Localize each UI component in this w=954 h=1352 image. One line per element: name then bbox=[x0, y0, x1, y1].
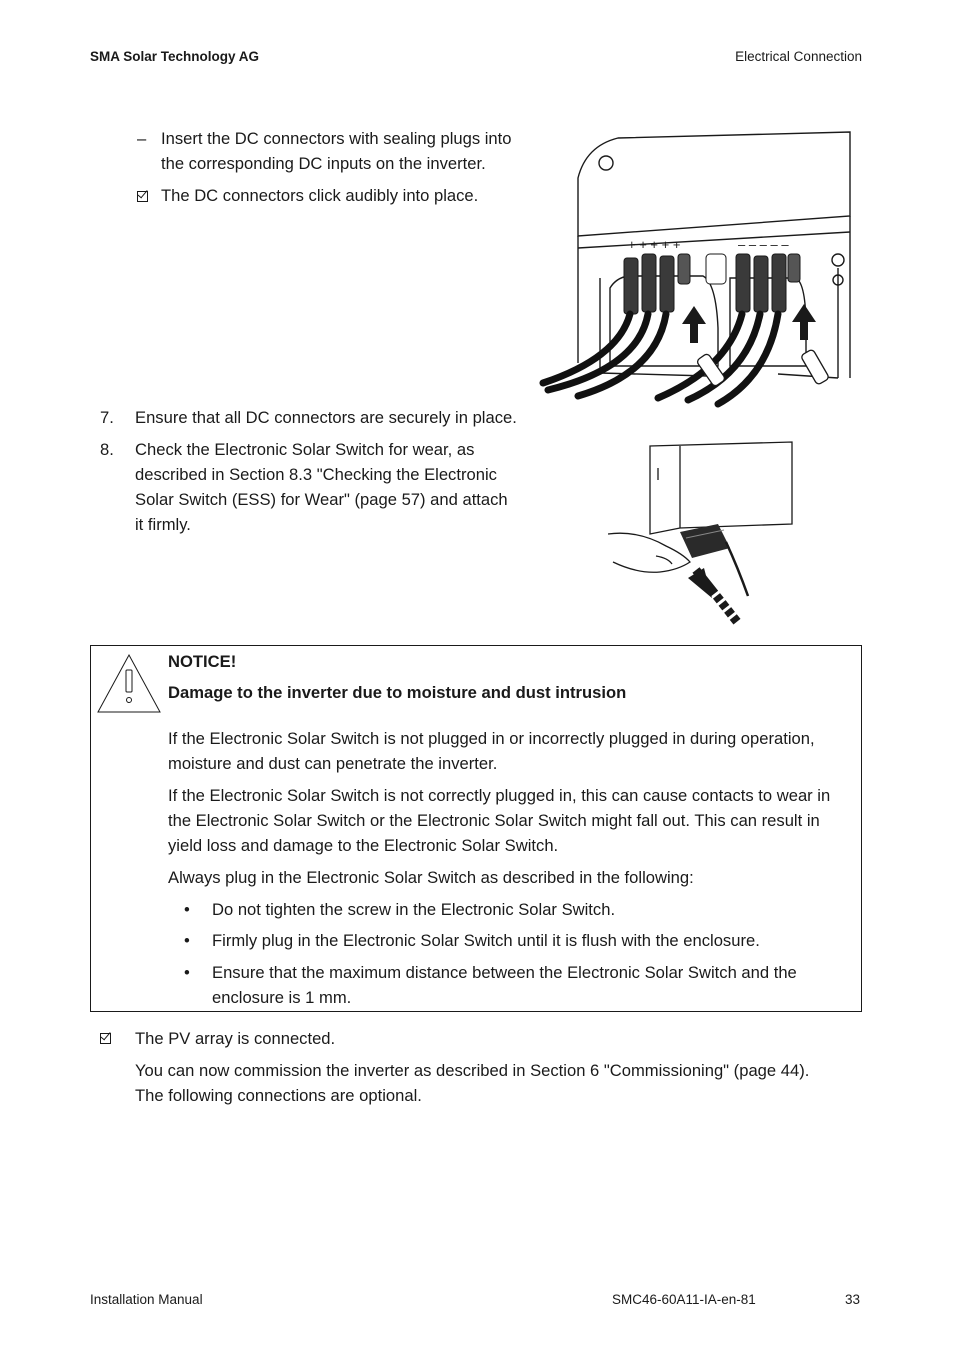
notice-para2-line2: the Electronic Solar Switch or the Electronic Solar Switch might fall out. This can result in bbox=[168, 811, 820, 830]
result-followup-line2: The following connections are optional. bbox=[135, 1086, 422, 1105]
bullet-marker: • bbox=[184, 963, 190, 982]
notice-para2-line1: If the Electronic Solar Switch is not correctly plugged in, this can cause contacts to wear in bbox=[168, 786, 831, 805]
dash-step-result: The DC connectors click audibly into place. bbox=[161, 186, 479, 205]
step8-line3: Solar Switch (ESS) for Wear" (page 57) and attach bbox=[135, 490, 508, 509]
warning-triangle-icon bbox=[96, 652, 162, 714]
notice-subtitle: Damage to the inverter due to moisture and dust intrusion bbox=[168, 683, 627, 702]
check-icon bbox=[100, 1031, 111, 1049]
footer-page-number: 33 bbox=[845, 1292, 861, 1307]
footer-doc-id: SMC46-60A11-IA-en-81 bbox=[612, 1292, 756, 1307]
notice-bullet3-line2: enclosure is 1 mm. bbox=[212, 988, 352, 1007]
bullet-marker: • bbox=[184, 900, 190, 919]
plus-labels: + + + + + bbox=[628, 237, 681, 252]
step7-number: 7. bbox=[100, 408, 114, 427]
dash-marker: – bbox=[137, 129, 147, 148]
dash-step-line1: Insert the DC connectors with sealing plugs into bbox=[161, 129, 512, 148]
notice-bullet1: Do not tighten the screw in the Electronic Solar Switch. bbox=[212, 900, 616, 919]
header-section: Electrical Connection bbox=[735, 49, 862, 64]
step8-line2: described in Section 8.3 "Checking the Electronic bbox=[135, 465, 497, 484]
dash-step-line2: the corresponding DC inputs on the inverter. bbox=[161, 154, 486, 173]
bullet-marker: • bbox=[184, 931, 190, 950]
ess-insertion-illustration bbox=[608, 438, 798, 633]
inverter-dc-connectors-illustration bbox=[538, 128, 858, 408]
notice-bullet3-line1: Ensure that the maximum distance between the Electronic Solar Switch and the bbox=[212, 963, 797, 982]
step8-line4: it firmly. bbox=[135, 515, 191, 534]
notice-para1-line1: If the Electronic Solar Switch is not plugged in or incorrectly plugged in during operation, bbox=[168, 729, 815, 748]
result-text: The PV array is connected. bbox=[135, 1029, 336, 1048]
header-company: SMA Solar Technology AG bbox=[90, 49, 260, 64]
notice-title: NOTICE! bbox=[168, 652, 237, 671]
minus-labels: – – – – – bbox=[738, 237, 789, 252]
notice-bullet2: Firmly plug in the Electronic Solar Switch until it is flush with the enclosure. bbox=[212, 931, 760, 950]
result-followup-line1: You can now commission the inverter as described in Section 6 "Commissioning" (page 44). bbox=[135, 1061, 810, 1080]
notice-para2-line3: yield loss and damage to the Electronic Solar Switch. bbox=[168, 836, 559, 855]
notice-para1-line2: moisture and dust can penetrate the inverter. bbox=[168, 754, 498, 773]
step7-text: Ensure that all DC connectors are securely in place. bbox=[135, 408, 517, 427]
step8-line1: Check the Electronic Solar Switch for wear, as bbox=[135, 440, 475, 459]
footer-manual: Installation Manual bbox=[90, 1292, 203, 1307]
notice-para3: Always plug in the Electronic Solar Switch as described in the following: bbox=[168, 868, 694, 887]
notice-box bbox=[90, 645, 862, 1012]
step8-number: 8. bbox=[100, 440, 114, 459]
check-icon bbox=[137, 189, 148, 207]
